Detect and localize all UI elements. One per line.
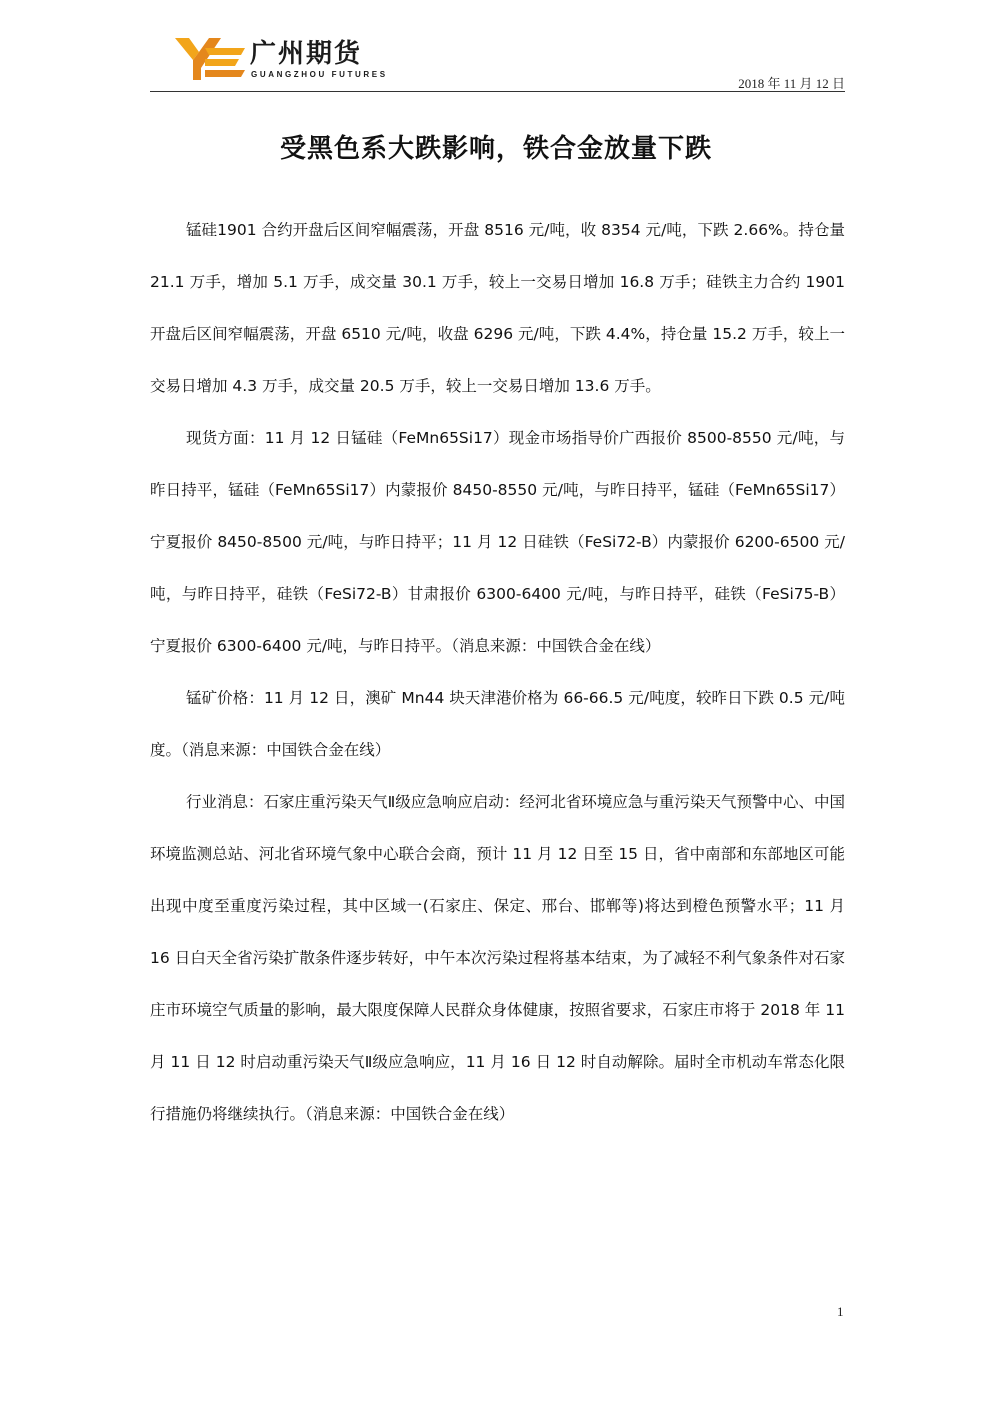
header-divider: [150, 91, 845, 92]
page-number: 1: [837, 1304, 844, 1319]
paragraph-spot-prices: 现货方面：11 月 12 日锰硅（FeMn65Si17）现金市场指导价广西报价 8500-8550 元/吨，与昨日持平，锰硅（FeMn65Si17）内蒙报价 8450-8550 元/吨，与昨日持平，锰硅（FeMn65Si17）宁夏报价 8450-8500 元/吨，与昨日持平；11 月 12 日硅铁（FeSi72-B）内蒙报价 6200-6500 元/吨，与昨日持平，硅铁（FeSi72-B）甘肃报价 6300-6400 元/吨，与昨日持平，硅铁（FeSi75-B）宁夏报价 6300-6400 元/吨，与昨日持平。（消息来源：中国铁合金在线）: [150, 429, 845, 655]
article-title: 受黑色系大跌影响，铁合金放量下跌: [279, 134, 712, 164]
paragraph-market-summary: 锰硅1901 合约开盘后区间窄幅震荡，开盘 8516 元/吨，收 8354 元/吨，下跌 2.66%。持仓量 21.1 万手，增加 5.1 万手，成交量 30.1 万手，较上一交易日增加 16.8 万手；硅铁主力合约 1901 开盘后区间窄幅震荡，开盘 6510 元/吨，收盘 6296 元/吨，下跌 4.4%，持仓量 15.2 万手，较上一交易日增加 4.3 万手，成交量 20.5 万手，较上一交易日增加 13.6 万手。: [150, 221, 845, 395]
brand-name-en: GUANGZHOU FUTURES: [251, 70, 388, 79]
brand-name-cn: 广州期货: [250, 39, 363, 69]
article-body: [150, 204, 845, 1140]
paragraph-industry-news: 行业消息：石家庄重污染天气Ⅱ级应急响应启动：经河北省环境应急与重污染天气预警中心、中国环境监测总站、河北省环境气象中心联合会商，预计 11 月 12 日至 15 日，省中南部和东部地区可能出现中度至重度污染过程，其中区域一(石家庄、保定、邢台、邯郸等)将达到橙色预警水平；11 月 16 日白天全省污染扩散条件逐步转好，中午本次污染过程将基本结束，为了减轻不利气象条件对石家庄市环境空气质量的影响，最大限度保障人民群众身体健康，按照省要求，石家庄市将于 2018 年 11 月 11 日 12 时启动重污染天气Ⅱ级应急响应，11 月 16 日 12 时自动解除。届时全市机动车常态化限行措施仍将继续执行。（消息来源：中国铁合金在线）: [150, 793, 845, 1123]
report-date: 2018 年 11 月 12 日: [738, 76, 845, 91]
page-header: [150, 36, 845, 94]
guangzhou-futures-logo-icon: [175, 38, 245, 80]
paragraph-manganese-ore: 锰矿价格：11 月 12 日，澳矿 Mn44 块天津港价格为 66-66.5 元/吨度，较昨日下跌 0.5 元/吨度。（消息来源：中国铁合金在线）: [150, 689, 845, 759]
